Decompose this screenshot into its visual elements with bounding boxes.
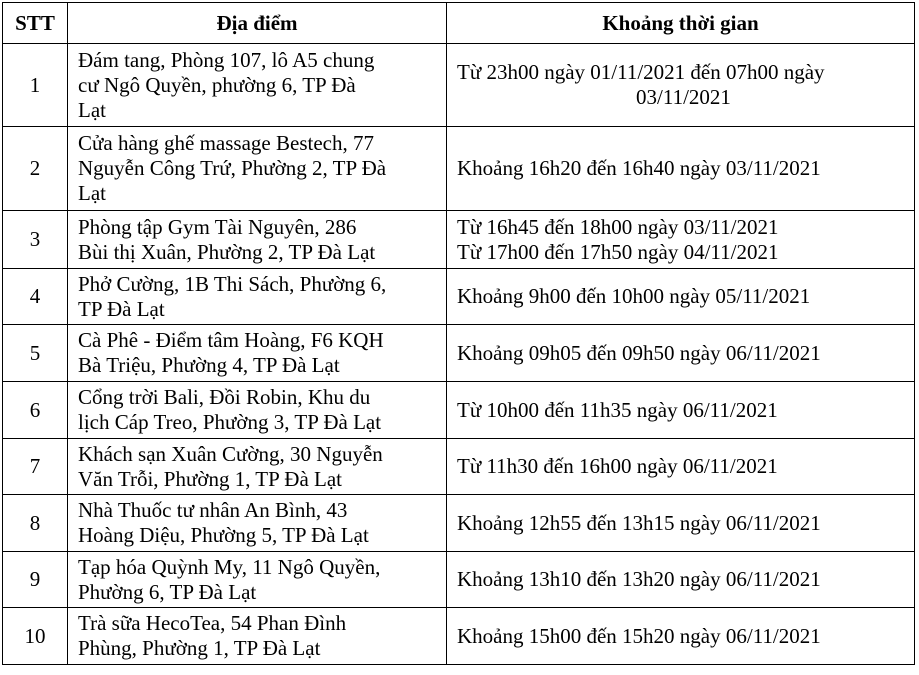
cell-time [447, 552, 915, 608]
cell-location [68, 382, 447, 439]
location-line: Khách sạn Xuân Cường, 30 Nguyễn [78, 441, 383, 466]
time-line: Khoảng 12h55 đến 13h15 ngày 06/11/2021 [457, 510, 821, 535]
cell-time [447, 269, 915, 325]
header-stt: STT [3, 3, 68, 44]
cell-stt: 8 [3, 495, 68, 552]
location-line: Lạt [78, 97, 106, 122]
time-line: Từ 11h30 đến 16h00 ngày 06/11/2021 [457, 454, 778, 478]
location-line: Phòng tập Gym Tài Nguyên, 286 [78, 214, 357, 239]
location-line: Lạt [78, 181, 106, 205]
location-line: Hoàng Diệu, Phường 5, TP Đà Lạt [78, 523, 369, 547]
location-line: Tạp hóa Quỳnh My, 11 Ngô Quyền, [78, 554, 381, 579]
table-row [3, 127, 915, 211]
time-line: Từ 10h00 đến 11h35 ngày 06/11/2021 [457, 397, 778, 422]
cell-stt: 1 [3, 44, 68, 127]
time-line: Khoảng 13h10 đến 13h20 ngày 06/11/2021 [457, 567, 821, 591]
location-line: Trà sữa HecoTea, 54 Phan Đình [78, 611, 347, 635]
cell-time [447, 44, 915, 127]
cell-time [447, 211, 915, 269]
table-row [3, 439, 915, 495]
location-line: Cửa hàng ghế massage Bestech, 77 [78, 131, 374, 155]
cell-location [68, 44, 447, 127]
location-line: TP Đà Lạt [78, 296, 165, 321]
cell-stt: 3 [3, 211, 68, 269]
location-line: Cà Phê - Điểm tâm Hoàng, F6 KQH [78, 328, 384, 352]
cell-stt: 7 [3, 439, 68, 495]
cell-location [68, 552, 447, 608]
table-row [3, 325, 915, 382]
cell-location [68, 211, 447, 269]
time-line: Khoảng 09h05 đến 09h50 ngày 06/11/2021 [457, 340, 821, 365]
cell-stt: 6 [3, 382, 68, 439]
cell-location [68, 495, 447, 552]
cell-location [68, 325, 447, 382]
table-row [3, 211, 915, 269]
table-row [3, 269, 915, 325]
locations-table [2, 2, 915, 665]
time-line: Từ 16h45 đến 18h00 ngày 03/11/2021 [457, 214, 779, 239]
cell-time [447, 495, 915, 552]
table-row [3, 495, 915, 552]
location-line: Phở Cường, 1B Thi Sách, Phường 6, [78, 271, 387, 296]
location-line: Nhà Thuốc tư nhân An Bình, 43 [78, 498, 348, 522]
cell-time [447, 608, 915, 665]
location-line: Phùng, Phường 1, TP Đà Lạt [78, 636, 321, 660]
table-body [3, 44, 915, 665]
location-line: Phường 6, TP Đà Lạt [78, 579, 257, 604]
time-line: Từ 23h00 ngày 01/11/2021 đến 07h00 ngày [457, 60, 825, 84]
cell-stt: 10 [3, 608, 68, 665]
cell-stt: 2 [3, 127, 68, 211]
cell-time [447, 382, 915, 439]
header-row [3, 3, 915, 44]
cell-time [447, 127, 915, 211]
time-line: Từ 17h00 đến 17h50 ngày 04/11/2021 [457, 239, 779, 264]
location-line: cư Ngô Quyền, phường 6, TP Đà [78, 72, 356, 97]
cell-stt: 9 [3, 552, 68, 608]
table-row [3, 608, 915, 665]
cell-stt: 4 [3, 269, 68, 325]
table-row [3, 44, 915, 127]
time-line: Khoảng 15h00 đến 15h20 ngày 06/11/2021 [457, 623, 821, 648]
location-line: Nguyễn Công Trứ, Phường 2, TP Đà [78, 156, 387, 180]
time-line: Khoảng 16h20 đến 16h40 ngày 03/11/2021 [457, 156, 821, 180]
cell-stt: 5 [3, 325, 68, 382]
header-time: Khoảng thời gian [447, 3, 915, 44]
location-line: Bà Triệu, Phường 4, TP Đà Lạt [78, 353, 340, 377]
location-line: Cổng trời Bali, Đồi Robin, Khu du [78, 385, 371, 409]
cell-location [68, 608, 447, 665]
header-location: Địa điểm [68, 3, 447, 44]
table-row [3, 552, 915, 608]
table-row [3, 382, 915, 439]
location-line: Bùi thị Xuân, Phường 2, TP Đà Lạt [78, 239, 376, 264]
location-line: Đám tang, Phòng 107, lô A5 chung [78, 47, 375, 72]
cell-location [68, 269, 447, 325]
cell-location [68, 127, 447, 211]
location-line: Văn Trỗi, Phường 1, TP Đà Lạt [78, 466, 343, 491]
time-line: 03/11/2021 [636, 85, 731, 109]
time-line: Khoảng 9h00 đến 10h00 ngày 05/11/2021 [457, 284, 811, 308]
location-line: lịch Cáp Treo, Phường 3, TP Đà Lạt [78, 410, 382, 434]
cell-time [447, 439, 915, 495]
cell-location [68, 439, 447, 495]
cell-time [447, 325, 915, 382]
